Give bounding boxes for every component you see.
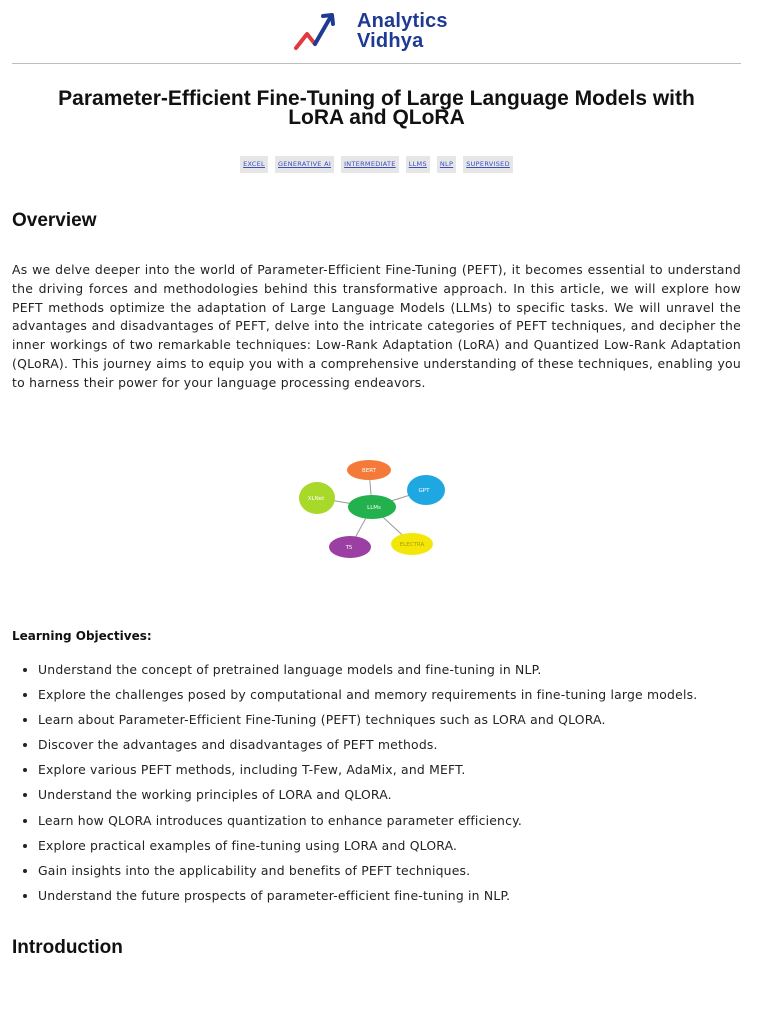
logo-line-2: Vidhya xyxy=(357,30,424,52)
article-page xyxy=(12,0,741,958)
node-llms-label: LLMs xyxy=(367,505,381,511)
list-item: • Gain insights into the applicability and benefits of PEFT techniques. xyxy=(38,863,741,878)
list-item: • Learn how QLORA introduces quantization to enhance parameter efficiency. xyxy=(38,813,741,828)
learning-objectives-label: Learning Objectives: xyxy=(12,629,152,643)
trend-arrow-icon xyxy=(293,10,355,52)
tag-generative-ai[interactable]: GENERATIVE AI xyxy=(275,156,334,173)
logo-wordmark xyxy=(357,11,448,51)
title-line-1: Parameter-Efficient Fine-Tuning of Large Language Models with xyxy=(58,87,695,110)
list-item: • Learn about Parameter-Efficient Fine-Tuning (PEFT) techniques such as LORA and QLORA. xyxy=(38,712,741,727)
tag-llms[interactable]: LLMS xyxy=(406,156,430,173)
list-item: • Explore various PEFT methods, including T-Few, AdaMix, and MEFT. xyxy=(38,762,741,777)
tag-supervised[interactable]: SUPERVISED xyxy=(463,156,513,173)
overview-paragraph: As we delve deeper into the world of Parameter-Efficient Fine-Tuning (PEFT), it becomes essential to understand the driving forces and methodologies behind this transformative approach. In this article, we will explore how PEFT methods optimize the adaptation of Large Language Models (LLMs) to specific tasks. We will unravel the advantages and disadvantages of PEFT, delve into the intricate categories of PEFT techniques, and decipher the inner workings of two remarkable techniques: Low-Rank Adaptation (LoRA) and Quantized Low-Rank Adaptation (QLoRA). This journey aims to equip you with a comprehensive understanding of these techniques, enabling you to harness their power for your language processing endeavors. xyxy=(12,262,741,390)
article-title xyxy=(12,89,741,127)
overview-heading: Overview xyxy=(12,210,97,231)
node-t5-label: T5 xyxy=(345,545,353,551)
list-item: • Understand the future prospects of parameter-efficient fine-tuning in NLP. xyxy=(38,888,741,903)
llm-models-diagram xyxy=(286,452,456,564)
list-item: • Discover the advantages and disadvantages of PEFT methods. xyxy=(38,737,741,752)
node-xlnet-label: XLNet xyxy=(307,496,325,502)
analytics-vidhya-logo[interactable] xyxy=(293,10,448,52)
node-gpt-label: GPT xyxy=(418,488,430,494)
logo-line-1: Analytics xyxy=(357,10,448,32)
list-item: • Explore the challenges posed by computational and memory requirements in fine-tuning large models. xyxy=(38,687,741,702)
learning-objectives-list xyxy=(12,662,741,913)
tag-excel[interactable]: EXCEL xyxy=(240,156,268,173)
introduction-heading: Introduction xyxy=(12,937,123,958)
title-line-2: LoRA and QLoRA xyxy=(288,106,465,129)
list-item: • Understand the working principles of LORA and QLORA. xyxy=(38,787,741,802)
node-bert-label: BERT xyxy=(361,468,377,474)
node-electra-label: ELECTRA xyxy=(399,542,425,548)
tag-list xyxy=(12,156,741,173)
tag-intermediate[interactable]: INTERMEDIATE xyxy=(341,156,399,173)
list-item: • Understand the concept of pretrained language models and fine-tuning in NLP. xyxy=(38,662,741,677)
list-item: • Explore practical examples of fine-tuning using LORA and QLORA. xyxy=(38,838,741,853)
tag-nlp[interactable]: NLP xyxy=(437,156,456,173)
site-header xyxy=(12,0,741,64)
